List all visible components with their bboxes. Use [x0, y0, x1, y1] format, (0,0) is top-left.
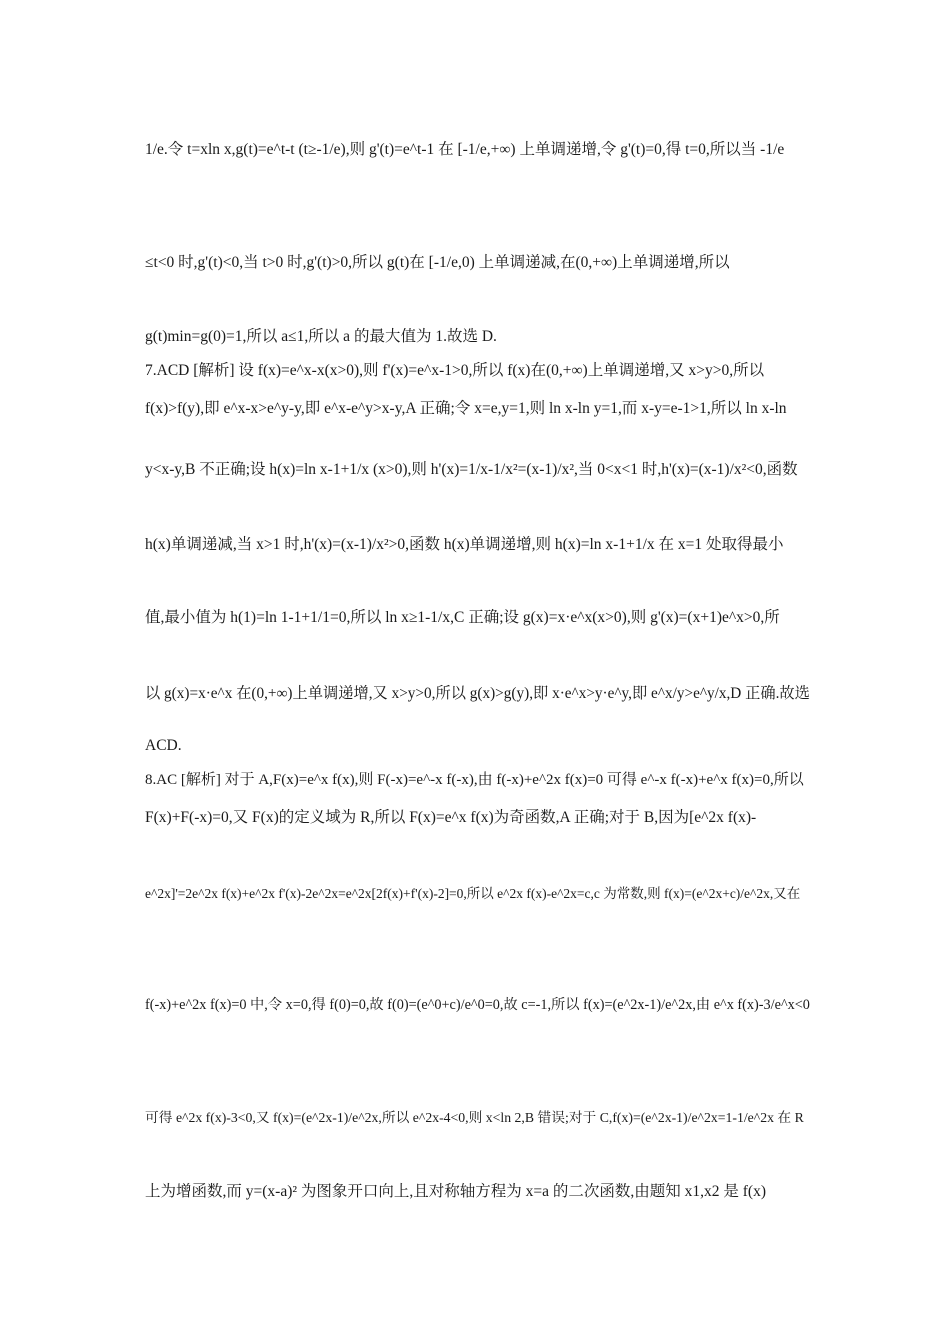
text-line-9: 以 g(x)=x·e^x 在(0,+∞)上单调递增,又 x>y>0,所以 g(x)>g(y),即 x·e^x>y·e^y,即 e^x/y>e^y/x,D 正确.故选 — [145, 685, 810, 702]
text-line-8: 值,最小值为 h(1)=ln 1-1+1/1=0,所以 ln x≥1-1/x,C 正确;设 g(x)=x·e^x(x>0),则 g'(x)=(x+1)e^x>0,所 — [145, 609, 780, 626]
text-line-10: ACD. — [145, 737, 182, 754]
text-line-4: 7.ACD [解析] 设 f(x)=e^x-x(x>0),则 f'(x)=e^x-1>0,所以 f(x)在(0,+∞)上单调递增,又 x>y>0,所以 — [145, 362, 765, 379]
text-line-12: F(x)+F(-x)=0,又 F(x)的定义域为 R,所以 F(x)=e^x f(x)为奇函数,A 正确;对于 B,因为[e^2x f(x)- — [145, 809, 757, 826]
text-line-14: f(-x)+e^2x f(x)=0 中,令 x=0,得 f(0)=0,故 f(0)=(e^0+c)/e^0=0,故 c=-1,所以 f(x)=(e^2x-1)/e^2x,由 e^x f(x)-3/e^x<0 — [145, 997, 810, 1013]
text-line-1: 1/e.令 t=xln x,g(t)=e^t-t (t≥-1/e),则 g'(t)=e^t-1 在 [-1/e,+∞) 上单调递增,令 g'(t)=0,得 t=0,所以当 -1/e — [145, 141, 785, 158]
text-line-7: h(x)单调递减,当 x>1 时,h'(x)=(x-1)/x²>0,函数 h(x)单调递增,则 h(x)=ln x-1+1/x 在 x=1 处取得最小 — [145, 536, 784, 553]
text-line-16: 上为增函数,而 y=(x-a)² 为图象开口向上,且对称轴方程为 x=a 的二次函数,由题知 x1,x2 是 f(x) — [145, 1183, 766, 1200]
text-line-5: f(x)>f(y),即 e^x-x>e^y-y,即 e^x-e^y>x-y,A 正确;令 x=e,y=1,则 ln x-ln y=1,而 x-y=e-1>1,所以 ln x-ln — [145, 400, 787, 417]
text-line-3: g(t)min=g(0)=1,所以 a≤1,所以 a 的最大值为 1.故选 D. — [145, 328, 497, 345]
text-line-11: 8.AC [解析] 对于 A,F(x)=e^x f(x),则 F(-x)=e^-x f(-x),由 f(-x)+e^2x f(x)=0 可得 e^-x f(-x)+e^x f(x)=0,所以 — [145, 772, 804, 788]
text-line-13: e^2x]'=2e^2x f(x)+e^2x f'(x)-2e^2x=e^2x[2f(x)+f'(x)-2]=0,所以 e^2x f(x)-e^2x=c,c 为常数,则 f(x)=(e^2x+c)/e^2x,又在 — [145, 886, 801, 901]
text-line-2: ≤t<0 时,g'(t)<0,当 t>0 时,g'(t)>0,所以 g(t)在 [-1/e,0) 上单调递减,在(0,+∞)上单调递增,所以 — [145, 254, 730, 271]
text-line-15: 可得 e^2x f(x)-3<0,又 f(x)=(e^2x-1)/e^2x,所以 e^2x-4<0,则 x<ln 2,B 错误;对于 C,f(x)=(e^2x-1)/e^2x=1-1/e^2x 在 R — [145, 1110, 804, 1125]
text-line-6: y<x-y,B 不正确;设 h(x)=ln x-1+1/x (x>0),则 h'(x)=1/x-1/x²=(x-1)/x²,当 0<x<1 时,h'(x)=(x-1)/x²<0,函数 — [145, 461, 798, 478]
